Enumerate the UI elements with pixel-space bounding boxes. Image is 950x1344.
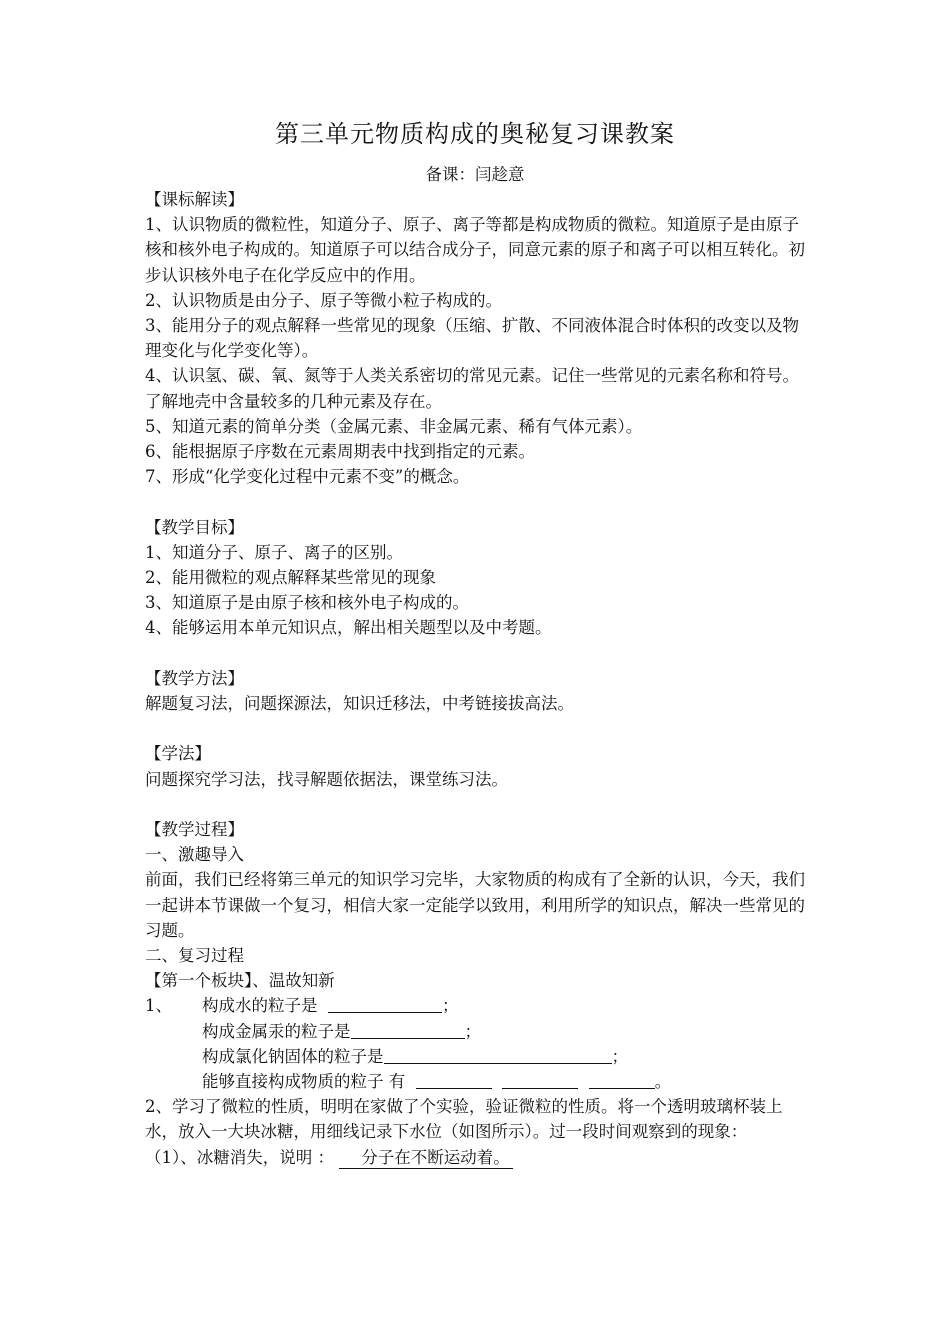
review-title: 二、复习过程	[145, 946, 244, 966]
goals-item: 3、知道原子是由原子核和核外电子构成的。	[145, 593, 469, 613]
question-2-text: 2、学习了微粒的性质，明明在家做了个实验，验证微粒的性质。将一个透明玻璃杯装上水，放入一大块冰糖，用细线记录下水位（如图所示）。过一段时间观察到的现象：	[145, 1097, 783, 1142]
study-heading: 【学法】	[145, 744, 211, 764]
answer-blank[interactable]	[351, 1019, 465, 1039]
spacer	[145, 792, 813, 817]
author-line: 备课：闫趁意	[425, 165, 525, 184]
document-body	[145, 187, 813, 1170]
answer-blank[interactable]	[328, 993, 442, 1013]
method-heading: 【教学方法】	[145, 668, 244, 688]
goals-item: 2、能用微粒的观点解释某些常见的现象	[145, 568, 436, 588]
intro-text: 前面，我们已经将第三单元的知识学习完毕，大家物质的构成有了全新的认识，今天，我们一起讲本节课做一个复习，相信大家一定能学以致用，利用所学的知识点，解决一些常见的习题。	[145, 870, 805, 940]
answer-blank[interactable]	[589, 1069, 655, 1089]
process-heading: 【教学过程】	[145, 820, 244, 840]
answer-blank[interactable]	[416, 1069, 492, 1089]
standards-item: 5、知道元素的简单分类（金属元素、非金属元素、稀有气体元素）。	[145, 416, 643, 436]
question-1-line-2: 构成金属汞的粒子是 ；	[145, 1019, 813, 1044]
question-1-line-1: 1、 构成水的粒子是 ；	[145, 993, 813, 1018]
standards-item: 3、能用分子的观点解释一些常见的现象（压缩、扩散、不同液体混合时体积的改变以及物理变化与化学变化等）。	[145, 316, 799, 361]
goals-item: 4、能够运用本单元知识点，解出相关题型以及中考题。	[145, 618, 552, 638]
standards-item: 7、形成“化学变化过程中元素不变”的概念。	[145, 467, 470, 487]
block-title: 【第一个板块】、温故知新	[145, 971, 335, 991]
study-text: 问题探究学习法，找寻解题依据法，课堂练习法。	[145, 769, 508, 789]
goals-heading: 【教学目标】	[145, 517, 244, 537]
intro-title: 一、激趣导入	[145, 845, 244, 865]
standards-heading: 【课标解读】	[145, 190, 244, 209]
question-1-line-4: 能够直接构成物质的粒子 有 。	[145, 1069, 813, 1094]
answer-blank[interactable]	[384, 1044, 612, 1064]
goals-item: 1、知道分子、原子、离子的区别。	[145, 542, 403, 562]
spacer	[145, 489, 813, 514]
standards-item: 4、认识氢、碳、氧、氮等于人类关系密切的常见元素。记住一些常见的元素名称和符号。了解地壳中含量较多的几种元素及存在。	[145, 366, 799, 411]
standards-item: 2、认识物质是由分子、原子等微小粒子构成的。	[145, 290, 502, 310]
page-title: 第三单元物质构成的奥秘复习课教案	[275, 120, 675, 148]
method-text: 解题复习法，问题探源法，知识迁移法，中考链接拔高法。	[145, 694, 574, 714]
spacer	[145, 716, 813, 741]
standards-item: 6、能根据原子序数在元素周期表中找到指定的元素。	[145, 442, 535, 462]
question-number: 1、	[145, 996, 172, 1016]
question-1-line-3: 构成氯化钠固体的粒子是 ；	[145, 1044, 813, 1069]
question-2-sub-1: （1）、冰糖消失，说明 ： 分子在不断运动着。	[145, 1145, 813, 1170]
answer-blank[interactable]	[502, 1069, 578, 1089]
answer-filled: 分子在不断运动着。	[339, 1147, 513, 1169]
standards-item: 1、认识物质的微粒性，知道分子、原子、离子等都是构成物质的微粒。知道原子是由原子核和核外电子构成的。知道原子可以结合成分子，同意元素的原子和离子可以相互转化。初步认识核外电子在化学反应中的作用。	[145, 215, 805, 285]
spacer	[145, 641, 813, 666]
